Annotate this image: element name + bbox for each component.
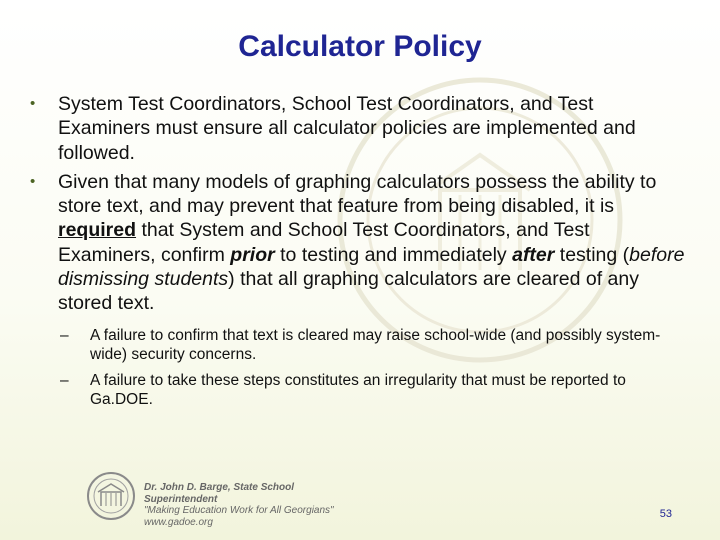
- bullet-dot-icon: •: [30, 172, 36, 190]
- footer-line-2: "Making Education Work for All Georgians": [144, 505, 334, 516]
- bullet-text: required: [58, 219, 137, 242]
- bullet-item: [30, 92, 690, 165]
- slide-title: Calculator Policy: [238, 30, 482, 63]
- sub-bullet-dash: –: [60, 371, 69, 389]
- georgia-seal-icon: [86, 466, 136, 526]
- page-number: 53: [659, 508, 672, 520]
- sub-bullet-text: A failure to confirm that text is cleared may raise school-wide (and possibly system-wide) security concerns.: [90, 326, 661, 364]
- sub-bullet-dash: –: [60, 326, 69, 344]
- footer-signature: [144, 482, 346, 528]
- sub-bullet-text: A failure to take these steps constitutes an irregularity that must be reported to Ga.DOE.: [90, 371, 626, 409]
- footer-logo-block: [86, 466, 346, 526]
- bullet-text: that System and School Test Coordinators, and Test Examiners, confirm: [58, 219, 590, 266]
- bullet-dot-icon: •: [30, 95, 36, 112]
- bullet-text: Given that many models of graphing calculators possess the ability to store text, and may prevent that feature from being disabled, it is: [58, 170, 657, 218]
- footer-line-3: www.gadoe.org: [144, 516, 213, 528]
- bullet-text: to testing and immediately: [274, 243, 513, 266]
- bullet-text: before dismissing students: [58, 243, 685, 291]
- bullet-item: [30, 170, 690, 316]
- slide-body: [30, 92, 690, 410]
- bullet-text: ) that all graphing calculators are cleared of any stored text.: [58, 268, 639, 315]
- footer-line-1: Dr. John D. Barge, State School Superintendent: [144, 482, 295, 505]
- bullet-text: System Test Coordinators, School Test Coordinators, and Test Examiners must ensure all calculator policies are implemented and followed.: [58, 93, 636, 164]
- bullet-text: prior: [230, 243, 275, 266]
- bullet-text: testing (: [554, 243, 630, 266]
- sub-bullet-item: [60, 371, 690, 410]
- bullet-text: after: [512, 243, 555, 266]
- sub-bullet-item: [60, 326, 690, 365]
